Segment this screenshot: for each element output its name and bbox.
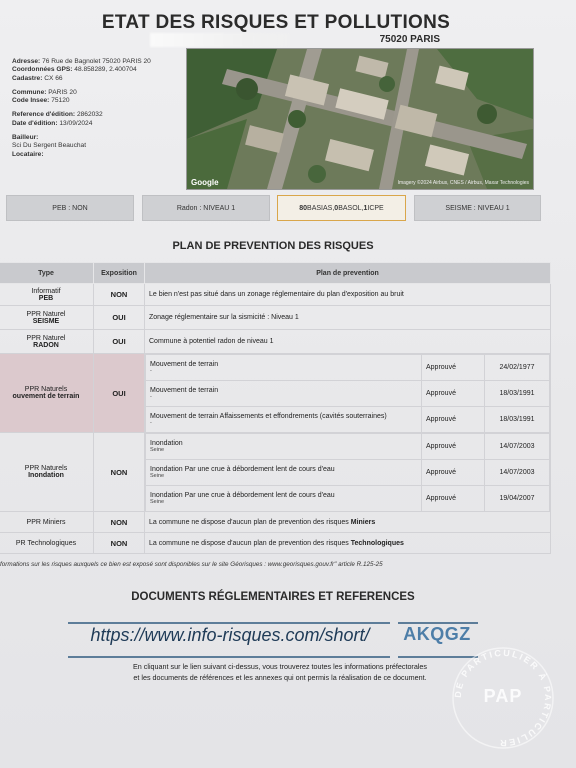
seisme-summary: SEISME : NIVEAU 1 (414, 195, 541, 221)
ppr-row-inondation: PPR Naturels Inondation NON Inondation Seine Approuvé 14/07/2003 Inondation Par une crue à débordement lent de cours d'eau Seine Approuvé 14/07/2003 Inondation Par une crue à débordement lent de cours d'eau Seine Approuvé 19/04/2007 (0, 433, 551, 512)
info-gps: Coordonnées GPS: 48.858289, 2.400704 (12, 66, 137, 74)
reference-code: AKQGZ (403, 624, 471, 644)
col-type: Type (0, 263, 94, 284)
link-rule-top (68, 622, 390, 624)
ppr-row-peb: Informatif PEB NON Le bien n'est pas situé dans un zonage réglementaire du plan d'exposition au bruit (0, 284, 551, 306)
ppr-row-radon: PPR Naturel RADON OUI Commune à potentiel radon de niveau 1 (0, 330, 551, 354)
link-rule-bottom (68, 656, 390, 658)
map-credit: Imagery ©2024 Airbus, CNES / Airbus, Maxar Technologies (397, 180, 529, 186)
col-plan: Plan de prevention (145, 263, 551, 284)
mvt-item: Mouvement de terrain - Approuvé 24/02/1977 (146, 355, 550, 381)
redacted-area (150, 33, 290, 47)
link-explanation: En cliquant sur le lien suivant ci-dessus, vous trouverez toutes les informations préfectorales et les documents de références et les annexes qui ont permis la réalisation de ce document. (132, 662, 428, 682)
satellite-map (186, 48, 534, 190)
info-cadastre: Cadastre: CX 66 (12, 74, 63, 82)
plan-section-title: PLAN DE PREVENTION DES RISQUES (172, 240, 374, 252)
info-commune: Commune: PARIS 20 (12, 88, 77, 96)
ppr-header-row (0, 263, 551, 284)
radon-summary: Radon : NIVEAU 1 (142, 195, 270, 221)
property-info (12, 58, 187, 159)
documents-title: DOCUMENTS RÉGLEMENTAIRES ET REFERENCES (131, 591, 415, 603)
pap-logo: PAP (483, 686, 523, 706)
ppr-row-mouvement: PPR Naturels ouvement de terrain OUI Mouvement de terrain - Approuvé 24/02/1977 Mouvement de terrain - Approuvé 18/03/1991 Mouvement de terrain Affaissements et effondrements (cavités souterraines) - Approuvé 18/03/1991 (0, 354, 551, 433)
info-risques-link[interactable]: https://www.info-risques.com/short/ (90, 625, 370, 645)
col-exposition: Exposition (94, 263, 145, 284)
map-google-logo: Google (191, 178, 219, 187)
info-bailleur-value: Sci Du Sergent Beauchat (12, 142, 87, 150)
ppr-row-technologiques: PR Technologiques NON La commune ne dispose d'aucun plan de prevention des risques Technologiques (0, 533, 551, 554)
info-date: Date d'édition: 13/09/2024 (12, 119, 93, 127)
inond-item: Inondation Par une crue à débordement lent de cours d'eau Seine Approuvé 19/04/2007 (146, 486, 550, 512)
mvt-item: Mouvement de terrain - Approuvé 18/03/1991 (146, 381, 550, 407)
inond-item: Inondation Par une crue à débordement lent de cours d'eau Seine Approuvé 14/07/2003 (146, 460, 550, 486)
document-title: ETAT DES RISQUES ET POLLUTIONS (101, 12, 451, 33)
peb-summary: PEB : NON (6, 195, 134, 221)
ppr-row-seisme: PPR Naturel SEISME OUI Zonage réglementaire sur la sismicité : Niveau 1 (0, 306, 551, 330)
info-locataire-label: Locataire: (12, 150, 44, 158)
info-insee: Code Insee: 75120 (12, 97, 70, 105)
info-adresse: Adresse: 76 Rue de Bagnolet 75020 PARIS 20 (12, 58, 151, 65)
ppr-row-miniers: PPR Miniers NON La commune ne dispose d'aucun plan de prevention des risques Miniers (0, 512, 551, 533)
info-bailleur-label: Bailleur: (12, 134, 39, 142)
mvt-item: Mouvement de terrain Affaissements et effondrements (cavités souterraines) - Approuvé 18/03/1991 (146, 407, 550, 433)
basias-summary: 80 BASIAS, 0 BASOL, 1 ICPE (277, 195, 406, 221)
document-subtitle: 75020 PARIS (379, 34, 440, 45)
inond-item: Inondation Seine Approuvé 14/07/2003 (146, 434, 550, 460)
code-rule-top (398, 622, 478, 624)
ppr-table (0, 262, 551, 554)
georisques-footnote: formations sur les risques auxquels ce bien est exposé sont disponibles sur le site Géorisques : www.georisques.gouv.fr" article R.125-25 (0, 561, 383, 568)
stamp-ring-text: DE PARTICULIER À PARTICULIER (452, 647, 554, 749)
info-reference: Reference d'édition: 2862032 (12, 111, 103, 119)
satellite-imagery (187, 49, 533, 189)
